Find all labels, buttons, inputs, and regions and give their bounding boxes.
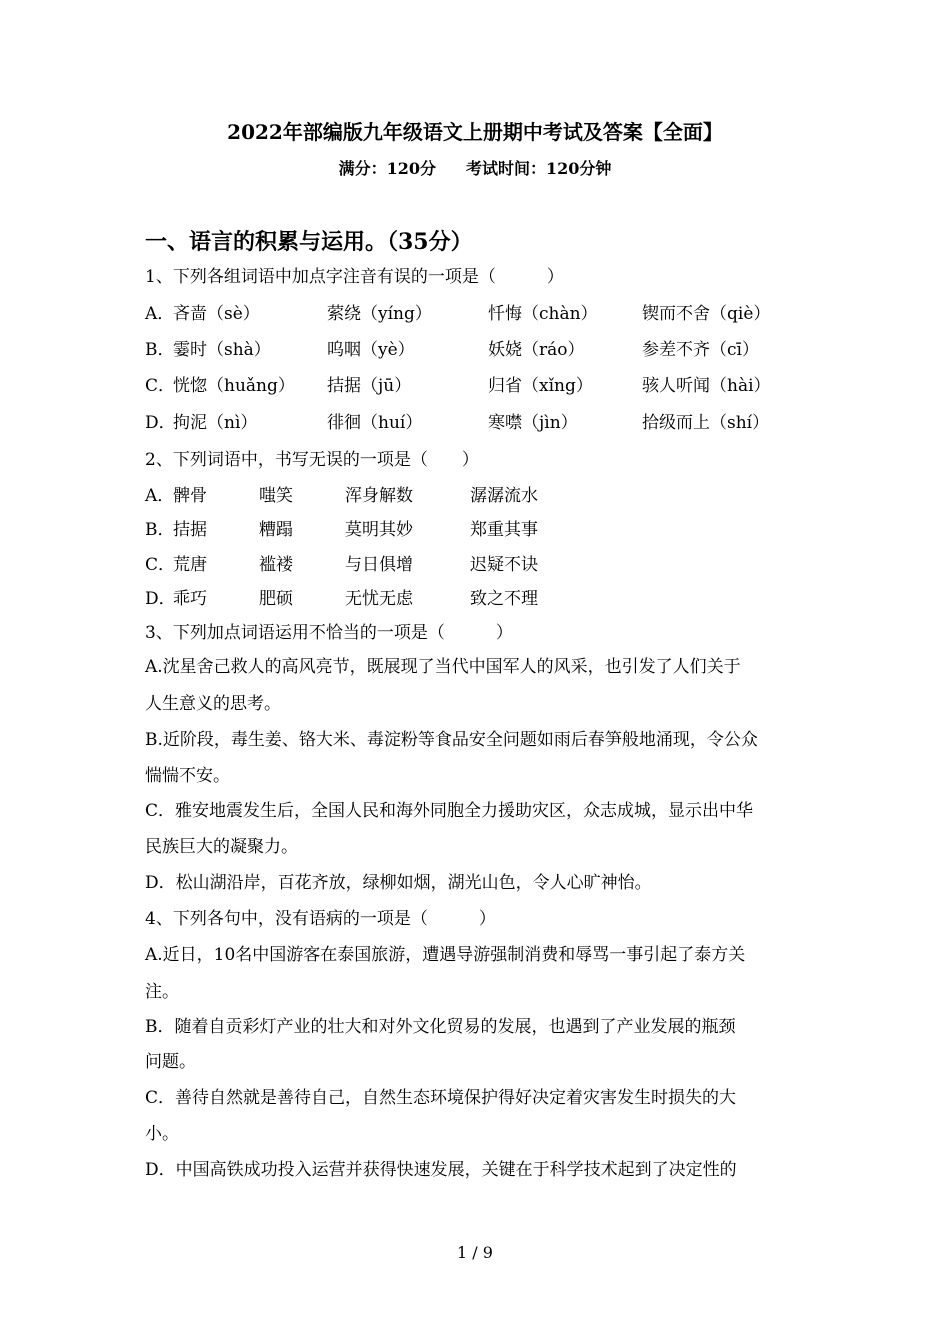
question-2-stem: 2、下列词语中，书写无误的一项是（ ） — [145, 450, 479, 470]
question-3-option-d: D．松山湖沿岸，百花齐放，绿柳如烟，湖光山色，令人心旷神怡。 — [145, 873, 652, 893]
option-word: 褴褛 — [259, 555, 293, 575]
option-word: 徘徊（huí） — [327, 413, 423, 433]
option-word: 萦绕（yíng） — [327, 304, 432, 324]
question-1-stem: 1、下列各组词语中加点字注音有误的一项是（ ） — [145, 267, 564, 287]
option-word: 拮据（jū） — [327, 376, 412, 396]
full-score: 满分：120分 — [338, 159, 436, 178]
option-word: 郑重其事 — [470, 520, 538, 540]
option-word: 拮据 — [173, 520, 207, 540]
option-word: 拘泥（nì） — [173, 413, 258, 433]
question-3-option-b: B.近阶段，毒生姜、铬大米、毒淀粉等食品安全问题如雨后春笋般地涌现，令公众 — [145, 730, 758, 750]
question-4-option-d: D．中国高铁成功投入运营并获得快速发展，关键在于科学技术起到了决定性的 — [145, 1160, 737, 1180]
option-letter: B． — [145, 340, 175, 360]
question-3-stem: 3、下列加点词语运用不恰当的一项是（ ） — [145, 623, 513, 643]
option-word: 锲而不舍（qiè） — [642, 304, 771, 324]
option-word: 归省（xǐng） — [488, 376, 593, 396]
option-word: 霎时（shà） — [173, 340, 271, 360]
option-letter: C． — [145, 376, 176, 396]
question-3-option-b-cont: 惴惴不安。 — [145, 766, 230, 786]
question-4-option-c-cont: 小。 — [145, 1124, 179, 1144]
option-letter: A． — [145, 486, 175, 506]
question-4-option-a: A.近日，10名中国游客在泰国旅游，遭遇导游强制消费和辱骂一事引起了泰方关 — [145, 945, 746, 965]
document-title: 2022年部编版九年级语文上册期中考试及答案【全面】 — [227, 120, 723, 144]
option-word: 糟蹋 — [259, 520, 293, 540]
option-word: 呜咽（yè） — [327, 340, 415, 360]
option-word: 乖巧 — [173, 589, 207, 609]
option-word: 妖娆（ráo） — [488, 340, 585, 360]
exam-info — [0, 157, 950, 181]
option-word: 髀骨 — [173, 486, 207, 506]
question-4-stem: 4、下列各句中，没有语病的一项是（ ） — [145, 909, 496, 929]
question-4-option-a-cont: 注。 — [145, 982, 179, 1002]
exam-time: 考试时间：120分钟 — [466, 159, 612, 178]
option-word: 无忧无虑 — [345, 589, 413, 609]
question-3-option-c-cont: 民族巨大的凝聚力。 — [145, 837, 298, 857]
question-4-option-b: B．随着自贡彩灯产业的壮大和对外文化贸易的发展，也遇到了产业发展的瓶颈 — [145, 1017, 736, 1037]
option-word: 拾级而上（shí） — [642, 413, 770, 433]
option-word: 肥硕 — [259, 589, 293, 609]
option-letter: C． — [145, 555, 176, 575]
question-4-option-c: C．善待自然就是善待自己，自然生态环境保护得好决定着灾害发生时损失的大 — [145, 1088, 737, 1108]
option-word: 寒噤（jìn） — [488, 413, 578, 433]
option-letter: D． — [145, 589, 176, 609]
option-word: 恍惚（huǎng） — [173, 376, 295, 396]
option-word: 浑身解数 — [345, 486, 413, 506]
question-4-option-b-cont: 问题。 — [145, 1052, 196, 1072]
option-letter: D． — [145, 413, 176, 433]
option-word: 莫明其妙 — [345, 520, 413, 540]
option-word: 潺潺流水 — [470, 486, 538, 506]
section-heading: 一、语言的积累与运用。（35分） — [145, 229, 473, 255]
option-word: 与日俱增 — [345, 555, 413, 575]
option-word: 忏悔（chàn） — [488, 304, 598, 324]
option-word: 迟疑不诀 — [470, 555, 538, 575]
option-letter: B． — [145, 520, 175, 540]
page-number: 1 / 9 — [457, 1243, 493, 1262]
question-3-option-c: C．雅安地震发生后，全国人民和海外同胞全力援助灾区，众志成城，显示出中华 — [145, 801, 754, 821]
question-3-option-a: A.沈星舍己救人的高风亮节，既展现了当代中国军人的风采，也引发了人们关于 — [145, 657, 741, 677]
option-word: 嗤笑 — [259, 486, 293, 506]
question-3-option-a-cont: 人生意义的思考。 — [145, 694, 281, 714]
option-word: 致之不理 — [470, 589, 538, 609]
option-word: 吝啬（sè） — [173, 304, 260, 324]
option-letter: A． — [145, 304, 175, 324]
option-word: 骇人听闻（hài） — [642, 376, 771, 396]
option-word: 荒唐 — [173, 555, 207, 575]
option-word: 参差不齐（cī） — [642, 340, 759, 360]
